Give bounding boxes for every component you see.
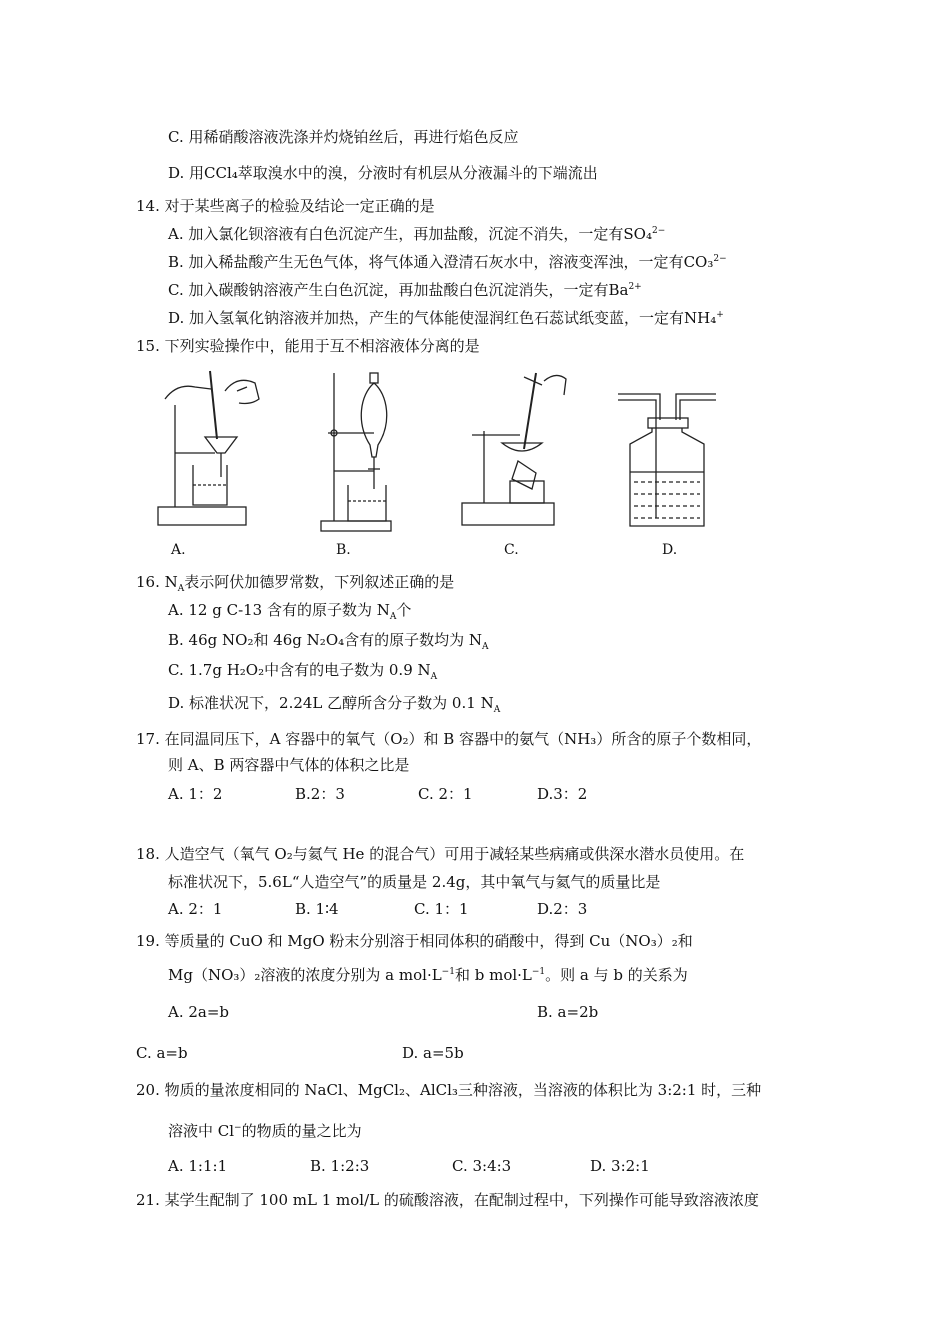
q14-option-a: A. 加入氯化钡溶液有白色沉淀产生，再加盐酸，沉淀不消失，一定有SO₄$^{2-}$ xyxy=(168,225,666,243)
q19-option-a: A. 2a=b xyxy=(168,1003,230,1021)
q18-option-c: C. 1：1 xyxy=(414,900,469,918)
q21-stem: 21. 某学生配制了 100 mL 1 mol/L 的硫酸溶液，在配制过程中，下列操作可能导致溶液浓度 xyxy=(136,1191,759,1209)
figure-b-separatory-funnel xyxy=(318,365,408,558)
q17-stem-line2: 则 A、B 两容器中气体的体积之比是 xyxy=(168,756,410,774)
q19-option-c: C. a=b xyxy=(136,1044,188,1062)
q18-stem-line1: 18. 人造空气（氧气 O₂与氦气 He 的混合气）可用于减轻某些病痛或供深水潜水员使用。在 xyxy=(136,845,745,863)
q17-option-c: C. 2：1 xyxy=(418,785,473,803)
q15-stem: 15. 下列实验操作中，能用于互不相溶液体分离的是 xyxy=(136,337,480,355)
q18-option-b: B. 1∶4 xyxy=(295,900,339,918)
figure-a-label: A. xyxy=(171,542,186,558)
q14-option-d: D. 加入氢氧化钠溶液并加热，产生的气体能使湿润红色石蕊试纸变蓝，一定有NH₄+ xyxy=(168,309,724,327)
figure-c-evaporation xyxy=(458,365,578,558)
figure-d-label: D. xyxy=(662,542,678,558)
q16-stem: 16. $N_A$表示阿伏加德罗常数，下列叙述正确的是 xyxy=(136,573,455,594)
q17-option-a: A. 1：2 xyxy=(168,785,223,803)
figure-c-label: C. xyxy=(504,542,519,558)
q20-option-a: A. 1:1:1 xyxy=(168,1157,228,1175)
q14-option-b: B. 加入稀盐酸产生无色气体，将气体通入澄清石灰水中，溶液变浑浊，一定有CO₃$^{2-}$ xyxy=(168,253,727,271)
q20-option-d: D. 3:2:1 xyxy=(590,1157,650,1175)
q16-option-a: A. 12 g C-13 含有的原子数为 $N_A$个 xyxy=(168,601,412,622)
q13-option-d: D. 用CCl₄萃取溴水中的溴，分液时有机层从分液漏斗的下端流出 xyxy=(168,164,598,182)
q16-option-d: D. 标准状况下，2.24L 乙醇所含分子数为 0.1 $N_A$ xyxy=(168,694,501,715)
figure-a-filtration xyxy=(155,365,265,558)
q14-stem: 14. 对于某些离子的检验及结论一定正确的是 xyxy=(136,197,435,215)
q18-option-d: D.2：3 xyxy=(537,900,588,918)
q18-option-a: A. 2：1 xyxy=(168,900,223,918)
q20-option-b: B. 1:2:3 xyxy=(310,1157,370,1175)
q17-option-b: B.2：3 xyxy=(295,785,345,803)
q13-option-c: C. 用稀硝酸溶液洗涤并灼烧铂丝后，再进行焰色反应 xyxy=(168,128,519,146)
figure-b-label: B. xyxy=(336,542,351,558)
q17-option-d: D.3：2 xyxy=(537,785,588,803)
q14-option-c: C. 加入碳酸钠溶液产生白色沉淀，再加盐酸白色沉淀消失，一定有$Ba^{2+}$ xyxy=(168,281,642,299)
q20-stem-line2: 溶液中 Cl−的物质的量之比为 xyxy=(168,1122,362,1140)
q19-option-d: D. a=5b xyxy=(402,1044,464,1062)
q20-option-c: C. 3:4:3 xyxy=(452,1157,512,1175)
q19-option-b: B. a=2b xyxy=(537,1003,599,1021)
q16-option-c: C. 1.7g H₂O₂中含有的电子数为 0.9 $N_A$ xyxy=(168,661,438,682)
q18-stem-line2: 标准状况下，5.6L“人造空气”的质量是 2.4g，其中氧气与氦气的质量比是 xyxy=(168,873,661,891)
q19-stem-line1: 19. 等质量的 CuO 和 MgO 粉末分别溶于相同体积的硝酸中，得到 Cu（NO₃）₂和 xyxy=(136,932,693,950)
q19-stem-line2: Mg（NO₃）₂溶液的浓度分别为 a $mol\cdot L^{-1}$和 b $mol\cdot L^{-1}$。则 a 与 b 的关系为 xyxy=(168,966,688,984)
q16-option-b: B. 46g NO₂和 46g N₂O₄含有的原子数均为 $N_A$ xyxy=(168,631,489,652)
q17-stem-line1: 17. 在同温同压下，A 容器中的氧气（O₂）和 B 容器中的氨气（NH₃）所含的原子个数相同， xyxy=(136,730,762,748)
figure-d-gas-washing-bottle xyxy=(612,380,722,558)
q20-stem-line1: 20. 物质的量浓度相同的 NaCl、MgCl₂、AlCl₃三种溶液，当溶液的体积比为 3:2:1 时，三种 xyxy=(136,1081,762,1099)
